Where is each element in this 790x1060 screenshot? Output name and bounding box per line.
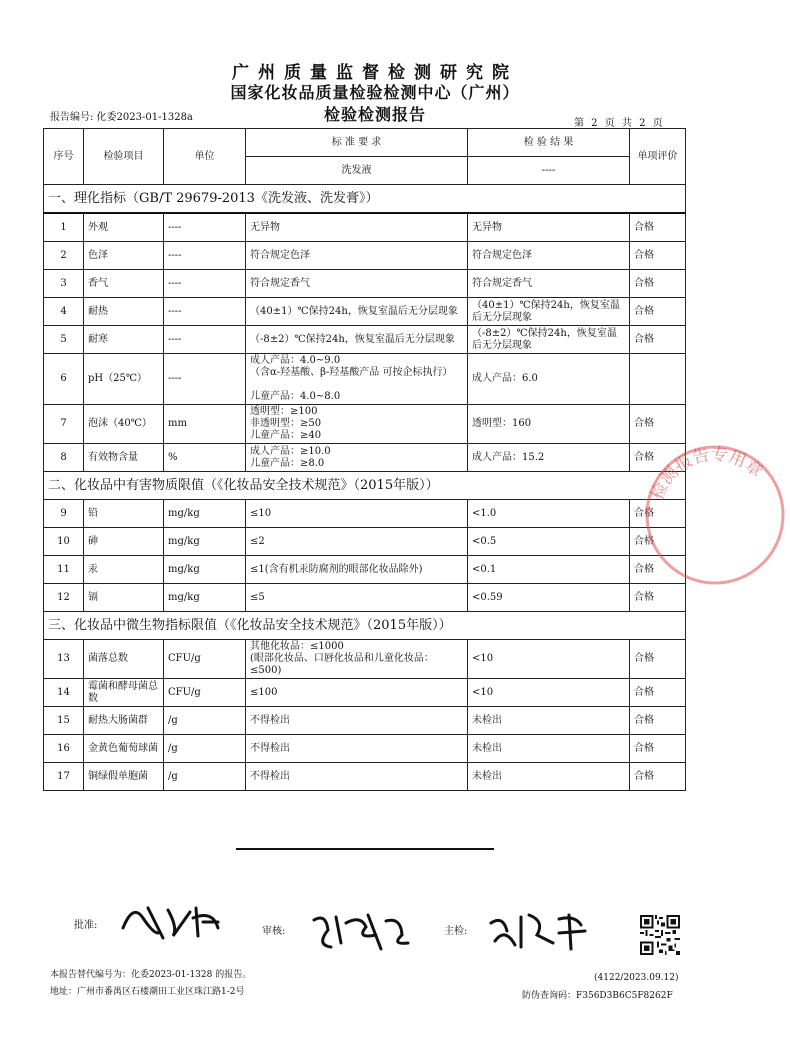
unit-cell: ----	[164, 270, 246, 298]
standard-cell: 无异物	[246, 213, 468, 242]
result-cell: 未检出	[468, 763, 630, 791]
page-number: 第 2 页 共 2 页	[574, 118, 663, 129]
official-stamp	[640, 440, 790, 590]
item-cell: 耐热	[84, 298, 164, 326]
item-cell: 汞	[84, 556, 164, 584]
standard-cell: 符合规定色泽	[246, 242, 468, 270]
unit-cell: mg/kg	[164, 584, 246, 612]
judge-cell: 合格	[630, 213, 686, 242]
judge-cell: 合格	[630, 242, 686, 270]
seq-cell: 10	[44, 528, 84, 556]
item-cell: 泡沫（40℃）	[84, 405, 164, 444]
unit-cell: ----	[164, 242, 246, 270]
judge-cell: 合格	[630, 679, 686, 707]
item-cell: 耐寒	[84, 326, 164, 354]
result-cell: 无异物	[468, 213, 630, 242]
judge-cell: 合格	[630, 528, 686, 556]
item-cell: 镉	[84, 584, 164, 612]
header-result: 检 验 结 果	[468, 129, 630, 157]
table-row	[44, 444, 686, 472]
approve-label: 批准:	[74, 920, 98, 931]
judge-cell: 合格	[630, 270, 686, 298]
result-cell: （-8±2）℃保持24h，恢复室温后无分层现象	[468, 326, 630, 354]
inspection-table	[43, 128, 686, 791]
qr-code	[640, 915, 680, 955]
result-cell: 成人产品：6.0	[468, 354, 630, 405]
report-number: 报告编号: 化委2023-01-1328a	[50, 112, 193, 123]
standard-cell: （40±1）℃保持24h，恢复室温后无分层现象	[246, 298, 468, 326]
result-cell: <0.1	[468, 556, 630, 584]
seq-cell: 7	[44, 405, 84, 444]
section-header	[44, 472, 686, 500]
table-row	[44, 270, 686, 298]
result-cell: 符合规定香气	[468, 270, 630, 298]
header-result-sub: ----	[468, 157, 630, 185]
item-cell: pH（25℃）	[84, 354, 164, 405]
judge-cell: 合格	[630, 556, 686, 584]
table-row	[44, 735, 686, 763]
item-cell: 耐热大肠菌群	[84, 707, 164, 735]
table-row	[44, 326, 686, 354]
item-cell: 铜绿假单胞菌	[84, 763, 164, 791]
item-cell: 菌落总数	[84, 640, 164, 679]
unit-cell: ----	[164, 354, 246, 405]
report-code: (4122/2023.09.12)	[594, 973, 679, 983]
verification-code: 防伪查询码：F356D3B6C5F8262F	[522, 991, 673, 1001]
table-row	[44, 679, 686, 707]
seq-cell: 2	[44, 242, 84, 270]
result-cell: 未检出	[468, 735, 630, 763]
result-cell: <0.59	[468, 584, 630, 612]
section-title: 一、理化指标（GB/T 29679-2013《洗发液、洗发膏》）	[44, 185, 686, 214]
standard-cell: （-8±2）℃保持24h，恢复室温后无分层现象	[246, 326, 468, 354]
item-cell: 金黄色葡萄球菌	[84, 735, 164, 763]
unit-cell: ----	[164, 326, 246, 354]
result-cell: 符合规定色泽	[468, 242, 630, 270]
standard-cell: 其他化妆品：≤1000 (眼部化妆品、口唇化妆品和儿童化妆品：≤500)	[246, 640, 468, 679]
result-cell: （40±1）℃保持24h，恢复室温后无分层现象	[468, 298, 630, 326]
judge-cell: 合格	[630, 735, 686, 763]
standard-cell: 不得检出	[246, 763, 468, 791]
seq-cell: 4	[44, 298, 84, 326]
standard-cell: 符合规定香气	[246, 270, 468, 298]
seq-cell: 1	[44, 213, 84, 242]
unit-cell: CFU/g	[164, 679, 246, 707]
judge-cell: 合格	[630, 500, 686, 528]
institute-name: 广州质量监督检测研究院	[232, 63, 518, 83]
seq-cell: 3	[44, 270, 84, 298]
seq-cell: 16	[44, 735, 84, 763]
judge-cell: 合格	[630, 405, 686, 444]
table-row	[44, 707, 686, 735]
result-cell: <1.0	[468, 500, 630, 528]
standard-cell: ≤2	[246, 528, 468, 556]
unit-cell: ----	[164, 298, 246, 326]
unit-cell: ----	[164, 213, 246, 242]
item-cell: 砷	[84, 528, 164, 556]
seq-cell: 9	[44, 500, 84, 528]
standard-cell: 成人产品：≥10.0 儿童产品：≥8.0	[246, 444, 468, 472]
standard-cell: ≤10	[246, 500, 468, 528]
section-header	[44, 185, 686, 214]
judge-cell: 合格	[630, 326, 686, 354]
item-cell: 外观	[84, 213, 164, 242]
center-name: 国家化妆品质量检验检测中心（广州）	[230, 83, 520, 102]
standard-cell: 成人产品：4.0~9.0 （含α-羟基酸、β-羟基酸产品 可按企标执行） 儿童产品：4.0~8.0	[246, 354, 468, 405]
unit-cell: /g	[164, 735, 246, 763]
table-row	[44, 298, 686, 326]
judge-cell: 合格	[630, 763, 686, 791]
table-row	[44, 213, 686, 242]
unit-cell: mg/kg	[164, 528, 246, 556]
unit-cell: CFU/g	[164, 640, 246, 679]
result-cell: <10	[468, 679, 630, 707]
review-label: 审核:	[262, 926, 286, 937]
judge-cell: 合格	[630, 298, 686, 326]
section-title: 三、化妆品中微生物指标限值（《化妆品安全技术规范》（2015年版））	[44, 612, 686, 640]
header-seq: 序号	[44, 129, 84, 185]
unit-cell: mm	[164, 405, 246, 444]
seq-cell: 5	[44, 326, 84, 354]
item-cell: 色泽	[84, 242, 164, 270]
result-cell: 未检出	[468, 707, 630, 735]
stamp-text: 检测报告专用章	[647, 444, 767, 504]
result-cell: <10	[468, 640, 630, 679]
header-item: 检验项目	[84, 129, 164, 185]
tester-label: 主检:	[444, 926, 468, 937]
section-header	[44, 612, 686, 640]
header-standard: 标 准 要 求	[246, 129, 468, 157]
section-title: 二、化妆品中有害物质限值（《化妆品安全技术规范》（2015年版））	[44, 472, 686, 500]
table-row	[44, 640, 686, 679]
table-row	[44, 405, 686, 444]
header-judge: 单项评价	[630, 129, 686, 185]
standard-cell: ≤5	[246, 584, 468, 612]
result-cell: <0.5	[468, 528, 630, 556]
seq-cell: 14	[44, 679, 84, 707]
result-cell: 透明型：160	[468, 405, 630, 444]
seq-cell: 6	[44, 354, 84, 405]
judge-cell: 合格	[630, 707, 686, 735]
table-row	[44, 528, 686, 556]
unit-cell: /g	[164, 707, 246, 735]
standard-cell: ≤1(含有机汞防腐剂的眼部化妆品除外)	[246, 556, 468, 584]
address: 地址：广州市番禺区石楼潮田工业区珠江路1-2号	[50, 987, 245, 997]
tester-signature	[485, 905, 595, 955]
unit-cell: /g	[164, 763, 246, 791]
review-signature	[306, 905, 416, 955]
seq-cell: 12	[44, 584, 84, 612]
table-row	[44, 556, 686, 584]
replacement-note: 本报告替代编号为：化委2023-01-1328 的报告。	[50, 970, 252, 980]
item-cell: 有效物含量	[84, 444, 164, 472]
seq-cell: 8	[44, 444, 84, 472]
seq-cell: 15	[44, 707, 84, 735]
table-row	[44, 500, 686, 528]
approve-signature	[118, 898, 228, 948]
judge-cell: 合格	[630, 444, 686, 472]
unit-cell: %	[164, 444, 246, 472]
seq-cell: 13	[44, 640, 84, 679]
item-cell: 霉菌和酵母菌总数	[84, 679, 164, 707]
unit-cell: mg/kg	[164, 556, 246, 584]
seq-cell: 11	[44, 556, 84, 584]
table-row	[44, 584, 686, 612]
end-rule	[236, 848, 494, 850]
header-standard-sub: 洗发液	[246, 157, 468, 185]
standard-cell: ≤100	[246, 679, 468, 707]
standard-cell: 不得检出	[246, 707, 468, 735]
item-cell: 铅	[84, 500, 164, 528]
table-row	[44, 354, 686, 405]
table-row	[44, 763, 686, 791]
seq-cell: 17	[44, 763, 84, 791]
svg-text:检测报告专用章	[647, 445, 767, 503]
judge-cell	[630, 354, 686, 405]
judge-cell: 合格	[630, 584, 686, 612]
table-row	[44, 242, 686, 270]
standard-cell: 不得检出	[246, 735, 468, 763]
unit-cell: mg/kg	[164, 500, 246, 528]
result-cell: 成人产品：15.2	[468, 444, 630, 472]
item-cell: 香气	[84, 270, 164, 298]
standard-cell: 透明型：≥100 非透明型：≥50 儿童产品：≥40	[246, 405, 468, 444]
report-title: 检验检测报告	[323, 105, 426, 124]
judge-cell: 合格	[630, 640, 686, 679]
header-unit: 单位	[164, 129, 246, 185]
